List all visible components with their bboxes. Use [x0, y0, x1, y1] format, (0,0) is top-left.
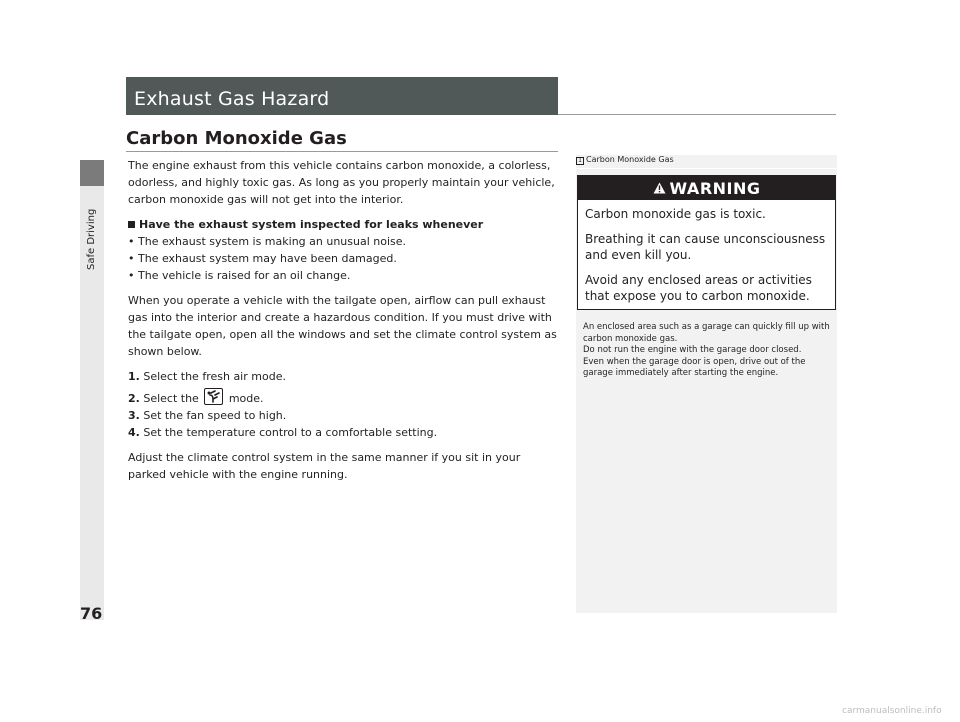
warning-text [585, 206, 833, 313]
sidebar-notes [583, 322, 833, 380]
floor-defrost-mode-icon [204, 388, 223, 405]
list-item: • The vehicle is raised for an oil change. [128, 269, 351, 282]
warning-title-text: WARNING [669, 179, 761, 198]
main-body [128, 157, 560, 483]
step-text: Select the [143, 392, 199, 405]
warning-box [577, 175, 836, 310]
sidebar-note: Do not run the engine with the garage door closed. [583, 345, 802, 355]
step-text: Set the temperature control to a comfortable setting. [143, 426, 438, 439]
closing-paragraph: Adjust the climate control system in the same manner if you sit in your parked vehicle with the engine running. [128, 451, 521, 481]
inspect-heading [128, 216, 560, 233]
bullet-text: The vehicle is raised for an oil change. [138, 269, 351, 282]
step-number: 3. [128, 409, 140, 422]
step-number: 4. [128, 426, 140, 439]
chapter-title: Exhaust Gas Hazard [134, 88, 330, 110]
reference-marker: 1 [576, 157, 584, 165]
sidebar-heading [576, 155, 674, 165]
step-text: Select the fresh air mode. [143, 370, 286, 383]
step-number: 1. [128, 370, 140, 383]
sidebar-heading-rule [576, 168, 837, 169]
step-number: 2. [128, 392, 140, 405]
bullet-text: The exhaust system is making an unusual noise. [138, 235, 407, 248]
sidebar-heading-text: Carbon Monoxide Gas [586, 155, 674, 164]
title-rule [558, 114, 836, 115]
list-item: • The exhaust system is making an unusual noise. [128, 235, 407, 248]
page-number: 76 [80, 604, 103, 623]
list-item: • The exhaust system may have been damaged. [128, 252, 397, 265]
warning-line: Carbon monoxide gas is toxic. [585, 207, 766, 221]
square-bullet-icon [128, 221, 135, 228]
side-tab-label: Safe Driving [86, 208, 97, 270]
step-item [128, 407, 560, 424]
intro-paragraph: The engine exhaust from this vehicle contains carbon monoxide, a colorless, odorless, and highly toxic gas. As long as you properly maintain your vehicle, carbon monoxide gas will not get into the interior. [128, 159, 555, 206]
section-title: Carbon Monoxide Gas [126, 128, 347, 149]
sidebar-note: Even when the garage door is open, drive out of the garage immediately after starting the engine. [583, 356, 806, 378]
warning-line: Avoid any enclosed areas or activities that expose you to carbon monoxide. [585, 273, 812, 303]
step-item [128, 368, 560, 385]
section-rule [126, 151, 558, 152]
step-text: mode. [228, 392, 264, 405]
warning-line: Breathing it can cause unconsciousness and even kill you. [585, 232, 826, 262]
inspect-heading-text: Have the exhaust system inspected for leaks whenever [139, 218, 484, 231]
sidebar-note: An enclosed area such as a garage can quickly fill up with carbon monoxide gas. [583, 322, 830, 344]
watermark: carmanualsonline.info [842, 706, 942, 716]
step-item [128, 388, 560, 407]
bullet-text: The exhaust system may have been damaged. [138, 252, 397, 265]
warning-triangle-icon [653, 179, 666, 198]
step-item [128, 424, 560, 441]
step-text: Set the fan speed to high. [143, 409, 287, 422]
warning-title [578, 179, 835, 198]
tailgate-paragraph: When you operate a vehicle with the tailgate open, airflow can pull exhaust gas into the interior and create a hazardous condition. If you must drive with the tailgate open, open all the windows and set the climate control system as shown below. [128, 294, 557, 358]
